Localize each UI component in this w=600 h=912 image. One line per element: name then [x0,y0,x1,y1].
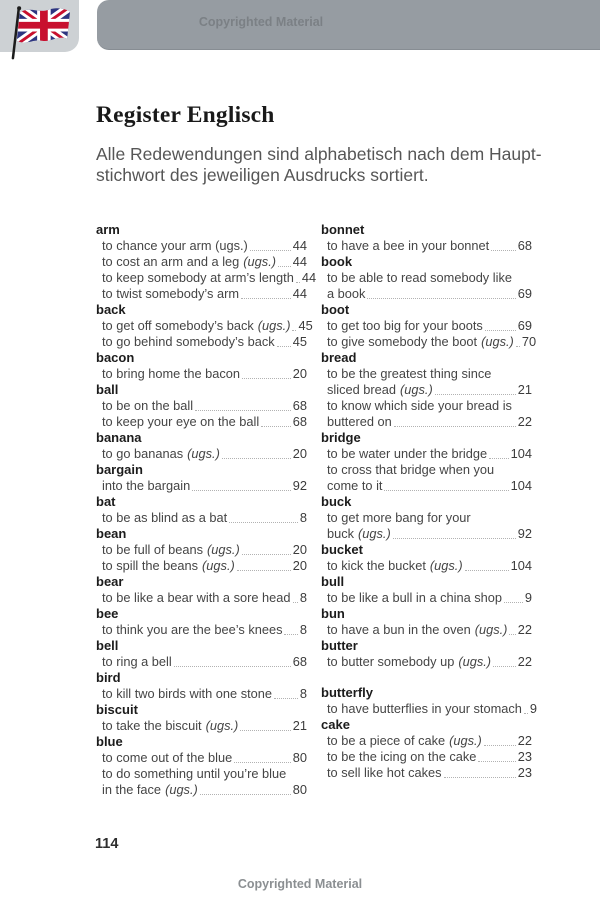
dot-leader [200,782,291,795]
entry-text: to be like a bull in a china shop [327,590,503,605]
page-ref: 70 [521,334,537,349]
index-headword: butterfly [321,685,373,700]
entry-text: to ring a bell [102,654,172,669]
dot-leader [192,478,291,491]
index-headword: ball [96,382,119,397]
page-ref: 92 [517,526,532,541]
column-gap [321,670,532,685]
page-ref: 44 [292,238,307,253]
entry-text: in the face [102,782,162,797]
index-entry-line [96,782,307,798]
ugs-marker: (ugs.) [474,622,508,637]
page-ref: 21 [517,382,532,397]
index-entry-line [321,590,532,606]
entry-text: to give somebody the boot [327,334,478,349]
page-ref: 45 [292,334,307,349]
index-entry-line [321,398,532,414]
entry-text: to do something until you’re blue [102,766,287,781]
entry-text: to be the greatest thing since [327,366,492,381]
index-body [96,222,538,798]
entry-text: sliced bread [327,382,397,397]
index-column-right [321,222,538,798]
entry-text: to keep your eye on the ball [102,414,260,429]
dot-leader [240,718,290,731]
ugs-marker: (ugs.) [202,558,235,573]
page-ref: 92 [292,478,307,493]
index-entry-line [96,542,307,558]
entry-text: to spill the beans [102,558,199,573]
page-ref: 20 [292,542,307,557]
page-ref: 68 [292,414,307,429]
index-entry-line [96,254,307,270]
index-entry-line [321,462,532,478]
index-entry-line [96,238,307,254]
entry-text: to get too big for your boots [327,318,483,333]
entry-text: to have a bee in your bonnet [327,238,490,253]
dot-leader [234,750,291,763]
entry-text: to take the biscuit [102,718,202,733]
index-entry-line [321,765,532,781]
dot-leader [242,542,291,555]
index-headword: butter [321,638,358,653]
page-ref: 104 [510,446,532,461]
entry-text: to be as blind as a bat [102,510,228,525]
page-ref: 80 [292,782,307,797]
index-headword: cake [321,717,350,732]
ugs-marker: (ugs.) [207,542,240,557]
page-ref: 104 [510,478,532,493]
index-headword: book [321,254,353,269]
dot-leader [174,654,291,667]
index-entry-line [96,510,307,526]
page-ref: 20 [292,558,307,573]
page-ref: 20 [292,366,307,381]
index-entry-line [96,558,307,574]
dot-leader [284,622,297,635]
index-entry-line [96,478,307,494]
entry-text: to chance your arm (ugs.) [102,238,248,253]
index-headword: bird [96,670,121,685]
dot-leader [274,686,298,699]
index-entry-line [321,622,532,638]
entry-text: a book [327,286,366,301]
index-entry-line [321,510,532,526]
entry-text: to kill two birds with one stone [102,686,272,701]
entry-text: to kick the bucket [327,558,426,573]
index-entry-line [96,286,307,302]
index-entry-line [96,686,307,702]
index-entry-line [96,398,307,414]
ugs-marker: (ugs.) [458,654,492,669]
ugs-marker: (ugs.) [400,382,433,397]
entry-text: to know which side your bread is [327,398,512,413]
entry-text: to sell like hot cakes [327,765,442,780]
index-entry-line [321,701,538,717]
dot-leader [509,622,515,635]
entry-text: to go behind somebody’s back [102,334,275,349]
dot-leader [465,558,509,571]
dot-leader [293,590,298,603]
index-entry-line [321,318,532,334]
page-ref: 104 [510,558,532,573]
ugs-marker: (ugs.) [481,334,514,349]
dot-leader [478,749,515,762]
ugs-marker: (ugs.) [358,526,391,541]
dot-leader [394,414,516,427]
page-ref: 45 [298,318,313,333]
entry-text: to keep somebody at arm’s length [102,270,294,285]
dot-leader [435,382,516,395]
index-headword: bell [96,638,119,653]
dot-leader [484,733,516,746]
page-ref: 9 [524,590,532,605]
page-ref: 68 [292,654,307,669]
page-ref: 44 [292,286,307,301]
dot-leader [367,286,515,299]
index-headword: bat [96,494,116,509]
dot-leader [229,510,298,523]
entry-text: to get more bang for your [327,510,471,525]
page-ref: 22 [517,414,532,429]
index-headword: bargain [96,462,143,477]
index-entry-line [321,558,532,574]
index-headword: bear [96,574,124,589]
page-ref: 68 [517,238,532,253]
entry-text: to have butterflies in your stomach [327,701,522,716]
entry-text: come to it [327,478,383,493]
entry-text: to come out of the blue [102,750,233,765]
page-ref: 21 [292,718,307,733]
entry-text: to cost an arm and a leg [102,254,240,269]
folio-page-number: 114 [95,836,119,852]
index-entry-line [321,654,532,670]
index-entry-line [96,366,307,382]
index-entry-line [96,446,307,462]
index-entry-line [321,270,532,286]
index-entry-line [321,478,532,494]
entry-text: into the bargain [102,478,191,493]
index-entry-line [321,334,537,350]
entry-text: to bring home the bacon [102,366,241,381]
dot-leader [241,286,291,299]
dot-leader [277,334,291,347]
page-ref: 80 [292,750,307,765]
page-ref: 68 [292,398,307,413]
dot-leader [222,446,291,459]
dot-leader [491,238,516,251]
entry-text: to think you are the bee’s knees [102,622,283,637]
dot-leader [261,414,291,427]
entry-text: to be on the ball [102,398,194,413]
entry-text: to twist somebody’s arm [102,286,240,301]
index-headword: boot [321,302,350,317]
index-entry-line [96,318,313,334]
page-ref: 22 [517,654,532,669]
dot-leader [393,526,516,539]
subtitle-line-2: stichwort des jeweiligen Ausdrucks sortiert. [96,164,429,185]
page-ref: 9 [529,701,538,716]
ugs-marker: (ugs.) [205,718,239,733]
index-entry-line [96,766,307,782]
index-entry-line [96,750,307,766]
page-ref: 22 [517,622,532,637]
index-entry-line [321,382,532,398]
index-column-left [96,222,317,798]
index-entry-line [96,718,307,734]
index-headword: bee [96,606,119,621]
dot-leader [195,398,291,411]
index-headword: bean [96,526,127,541]
page-ref: 8 [299,622,307,637]
index-headword: bucket [321,542,363,557]
page-ref: 69 [517,286,532,301]
page-subtitle [96,144,556,185]
page-ref: 8 [299,510,307,525]
index-headword: bacon [96,350,135,365]
page-ref: 8 [299,686,307,701]
dot-leader [516,334,520,347]
dot-leader [242,366,291,379]
entry-text: to be a piece of cake [327,733,446,748]
index-entry-line [321,749,532,765]
index-entry-line [96,270,317,286]
entry-text: to cross that bridge when you [327,462,495,477]
index-headword: bridge [321,430,361,445]
dot-leader [384,478,508,491]
page-title: Register Englisch [96,102,275,128]
dot-leader [485,318,516,331]
index-headword: banana [96,430,142,445]
index-headword: arm [96,222,120,237]
entry-text: to be able to read somebody like [327,270,512,285]
index-headword: biscuit [96,702,138,717]
index-entry-line [96,414,307,430]
ugs-marker: (ugs.) [429,558,463,573]
dot-leader [237,558,291,571]
copyright-bottom-label: Copyrighted Material [237,877,363,891]
entry-text: buck [327,526,355,541]
index-entry-line [96,622,307,638]
page-ref: 23 [517,749,532,764]
dot-leader [504,590,523,603]
index-entry-line [96,654,307,670]
copyright-top-label: Copyrighted Material [198,15,324,29]
page-ref: 44 [301,270,317,285]
ugs-marker: (ugs.) [165,782,198,797]
dot-leader [444,765,516,778]
ugs-marker: (ugs.) [449,733,482,748]
dot-leader [296,270,300,283]
page-ref: 22 [517,733,532,748]
dot-leader [250,238,291,251]
copyright-header-bar [97,0,600,50]
dot-leader [278,254,291,267]
entry-text: to have a bun in the oven [327,622,471,637]
entry-text: to be like a bear with a sore head [102,590,291,605]
index-headword: buck [321,494,352,509]
index-entry-line [321,733,532,749]
entry-text: to butter somebody up [327,654,455,669]
index-entry-line [321,286,532,302]
index-headword: bonnet [321,222,365,237]
index-entry-line [321,414,532,430]
index-entry-line [321,446,532,462]
subtitle-line-1: Alle Redewendungen sind alphabetisch nach dem Haupt- [96,144,542,164]
index-headword: bun [321,606,345,621]
index-headword: blue [96,734,123,749]
index-entry-line [321,526,532,542]
entry-text: to be water under the bridge [327,446,488,461]
dot-leader [493,654,516,667]
index-headword: bull [321,574,345,589]
uk-flag-icon [2,2,80,62]
entry-text: to be full of beans [102,542,204,557]
index-entry-line [321,238,532,254]
page-ref: 8 [299,590,307,605]
index-headword: bread [321,350,357,365]
ugs-marker: (ugs.) [257,318,291,333]
index-headword: back [96,302,126,317]
dot-leader [489,446,509,459]
dot-leader [292,318,296,331]
entry-text: to be the icing on the cake [327,749,477,764]
dot-leader [524,701,528,714]
page-ref: 69 [517,318,532,333]
page-ref: 23 [517,765,532,780]
index-entry-line [96,334,307,350]
entry-text: buttered on [327,414,392,429]
ugs-marker: (ugs.) [187,446,220,461]
page-ref: 20 [292,446,307,461]
page-ref: 44 [292,254,307,269]
index-entry-line [96,590,307,606]
entry-text: to get off somebody’s back [102,318,254,333]
index-entry-line [321,366,532,382]
ugs-marker: (ugs.) [243,254,277,269]
entry-text: to go bananas [102,446,184,461]
